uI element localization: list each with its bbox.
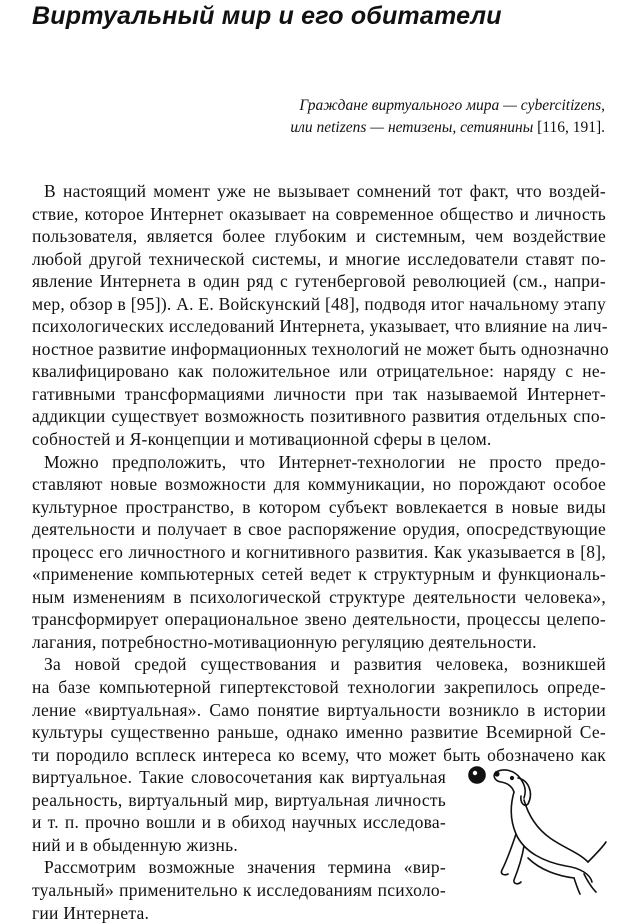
epigraph-line-2-text: или netizens — нетизены, сетиянины bbox=[290, 119, 533, 136]
text-line: ствие, которое Интернет оказывает на современное общество и личность bbox=[32, 203, 606, 226]
text-line: ний и в обыденную жизнь. bbox=[32, 834, 446, 857]
text-line: квалифицировано как положительное или отрицательное: наряду с не- bbox=[32, 360, 606, 383]
text-line: ти породило всплеск интереса ко всему, что может быть обозначено как bbox=[32, 744, 606, 767]
text-line: ностное развитие информационных технологий не может быть однозначно bbox=[32, 338, 606, 361]
chapter-title: Виртуальный мир и его обитатели bbox=[32, 2, 502, 31]
text-line: деятельности и получает в свое распоряжение орудия, опосредствующие bbox=[32, 518, 606, 541]
text-line: культурное пространство, в котором субъект вовлекается в новые виды bbox=[32, 496, 606, 519]
text-line: туальный» применительно к исследованиям психоло- bbox=[32, 879, 446, 902]
text-line: пользователя, является более глубоким и системным, чем воздействие bbox=[32, 225, 606, 248]
text-line: на базе компьютерной гипертекстовой технологии закрепилось опреде- bbox=[32, 676, 606, 699]
dachshund-illustration bbox=[468, 758, 608, 898]
epigraph-line-2 bbox=[185, 117, 605, 139]
text-line: В настоящий момент уже не вызывает сомнений тот факт, что воздей- bbox=[32, 180, 606, 203]
text-line: и т. п. прочно вошли и в обиход научных исследова- bbox=[32, 811, 446, 834]
epigraph-line-1: Граждане виртуального мира — cybercitizens, bbox=[185, 95, 605, 117]
text-line: мер, обзор в [95]). А. Е. Войскунский [48], подводя итог начальному этапу bbox=[32, 293, 606, 316]
text-line: гативными трансформациями личности при так называемой Интернет- bbox=[32, 383, 606, 406]
text-line: виртуальное. Такие словосочетания как виртуальная bbox=[32, 766, 446, 789]
text-line: Рассмотрим возможные значения термина «вир- bbox=[32, 856, 446, 879]
text-line: процесс его личностного и когнитивного развития. Как указывается в [8], bbox=[32, 541, 606, 564]
epigraph-reference: [116, 191]. bbox=[533, 119, 605, 136]
text-line: лагания, потребностно-мотивационную регуляцию деятельности. bbox=[32, 631, 606, 654]
text-line: собностей и Я-концепции и мотивационной сферы в целом. bbox=[32, 428, 606, 451]
text-line: любой другой технической системы, и многие исследователи ставят по- bbox=[32, 248, 606, 271]
text-line: «применение компьютерных сетей ведет к структурным и функциональ- bbox=[32, 563, 606, 586]
epigraph bbox=[185, 95, 605, 139]
text-line: трансформирует операциональное звено деятельности, процессы целепо- bbox=[32, 608, 606, 631]
text-line: За новой средой существования и развития человека, возникшей bbox=[32, 653, 606, 676]
text-line: ным изменениям в психологической структуре деятельности человека», bbox=[32, 586, 606, 609]
text-line: психологических исследований Интернета, указывает, что влияние на лич- bbox=[32, 315, 606, 338]
text-line: ление «виртуальная». Само понятие виртуальности возникло в истории bbox=[32, 699, 606, 722]
text-line: аддикции существует возможность позитивного развития отдельных спо- bbox=[32, 405, 606, 428]
text-line: гии Интернета. bbox=[32, 902, 446, 924]
text-line: реальность, виртуальный мир, виртуальная личность bbox=[32, 789, 446, 812]
text-line: культуры существенно раньше, однако именно развитие Всемирной Се- bbox=[32, 721, 606, 744]
text-line: ставляют новые возможности для коммуникации, но порождают особое bbox=[32, 473, 606, 496]
text-line: Можно предположить, что Интернет-технологии не просто предо- bbox=[32, 451, 606, 474]
text-line: явление Интернета в один ряд с гутенберговой революцией (см., напри- bbox=[32, 270, 606, 293]
